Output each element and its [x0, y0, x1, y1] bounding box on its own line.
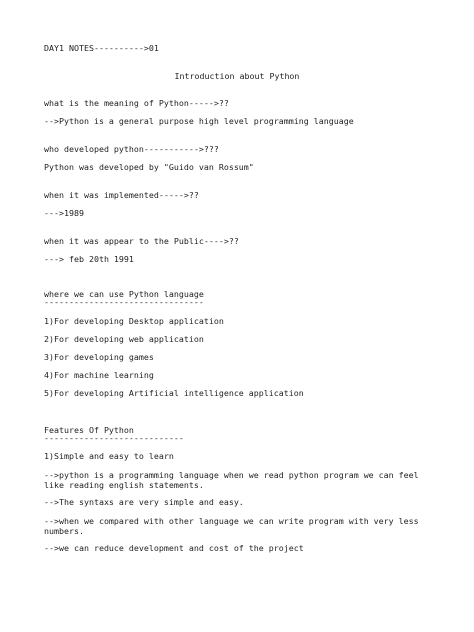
- uses-rule: --------------------------------: [44, 297, 204, 307]
- feature-item: -->python is a programming language when we read python program we can feel like reading english statements.: [44, 470, 419, 490]
- answer-meaning: -->Python is a general purpose high level programming language: [44, 116, 354, 126]
- uses-item: 1)For developing Desktop application: [44, 316, 224, 326]
- question-meaning: what is the meaning of Python----->??: [44, 98, 229, 108]
- page-title: Introduction about Python: [174, 71, 300, 81]
- question-public: when it was appear to the Public---->??: [44, 236, 239, 246]
- feature-item: -->The syntaxs are very simple and easy.: [44, 497, 244, 507]
- question-developer: who developed python----------->???: [44, 144, 219, 154]
- uses-item: 4)For machine learning: [44, 370, 154, 380]
- uses-item: 3)For developing games: [44, 352, 154, 362]
- features-heading: Features Of Python: [44, 425, 134, 435]
- feature-item: -->we can reduce development and cost of the project: [44, 543, 304, 553]
- answer-developer: Python was developed by "Guido van Rossum": [44, 162, 254, 172]
- answer-public: ---> feb 20th 1991: [44, 254, 134, 264]
- question-implemented: when it was implemented----->??: [44, 190, 199, 200]
- answer-implemented: --->1989: [44, 208, 84, 218]
- uses-item: 2)For developing web application: [44, 334, 204, 344]
- notes-header: DAY1 NOTES---------->01: [44, 43, 159, 53]
- feature-item: -->when we compared with other language we can write program with very less numbers.: [44, 516, 419, 536]
- feature-item: 1)Simple and easy to learn: [44, 451, 174, 461]
- uses-heading: where we can use Python language: [44, 289, 204, 299]
- uses-item: 5)For developing Artificial intelligence application: [44, 388, 304, 398]
- features-rule: ----------------------------: [44, 433, 184, 443]
